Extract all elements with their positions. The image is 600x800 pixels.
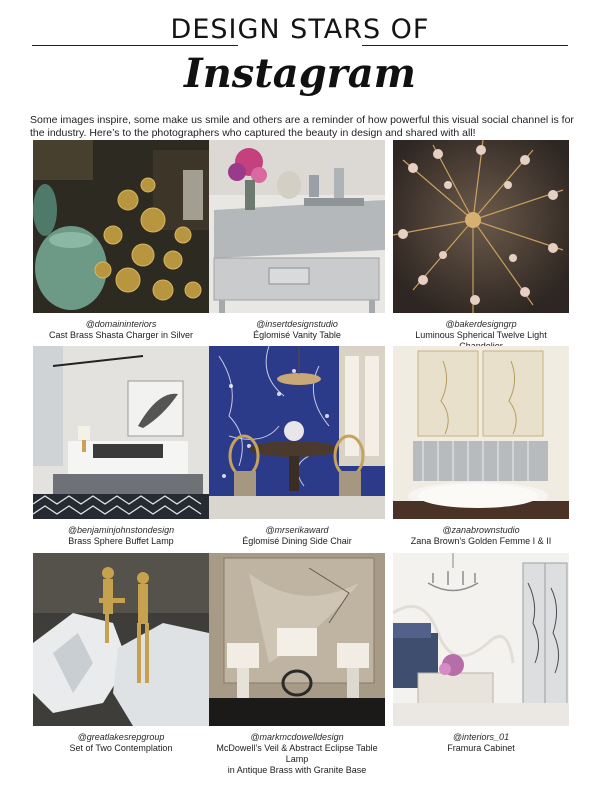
photo-table-lamps — [209, 553, 385, 726]
photo-handle: @insertdesignstudio — [256, 319, 338, 329]
grid-item-2 — [209, 140, 385, 341]
photo-golden-femme — [393, 346, 569, 519]
grid-item-6 — [393, 346, 569, 547]
photo-caption: Luminous Spherical Twelve Light — [415, 330, 547, 340]
photo-brass-charger — [33, 140, 209, 313]
photo-vanity-table — [209, 140, 385, 313]
photo-handle: @interiors_01 — [452, 732, 510, 742]
photo-handle: @markmcdowelldesign — [250, 732, 344, 742]
photo-framura-cabinet — [393, 553, 569, 726]
page-title-script: Instagram — [184, 50, 416, 97]
photo-caption-line2: in Antique Brass with Granite Base — [227, 765, 367, 775]
grid-item-4 — [33, 346, 209, 547]
photo-caption: Zana Brown’s Golden Femme I & II — [410, 536, 552, 546]
grid-item-5 — [209, 346, 385, 547]
photo-caption: Églomisé Vanity Table — [253, 330, 341, 340]
photo-contemplation — [33, 553, 209, 726]
photo-dining-room — [209, 346, 385, 519]
grid-item-8 — [209, 553, 385, 776]
page-title: DESIGN STARS OF — [170, 14, 430, 45]
photo-chandelier — [393, 140, 569, 313]
photo-bedroom-lamp — [33, 346, 209, 519]
photo-handle: @zanabrownstudio — [442, 525, 520, 535]
photo-handle: @greatlakesrepgroup — [77, 732, 165, 742]
photo-handle: @benjaminjohnstondesign — [67, 525, 175, 535]
title-rule-right — [362, 45, 568, 46]
photo-caption: Brass Sphere Buffet Lamp — [68, 536, 174, 546]
title-rule-left — [32, 45, 238, 46]
intro-paragraph: Some images inspire, some make us smile and others are a reminder of how powerful this visual social channel is for the industry. Here’s to the photographers who captured the beauty in design and shared with all! — [30, 114, 574, 139]
photo-caption: Set of Two Contemplation — [69, 743, 173, 753]
grid-item-1 — [33, 140, 209, 341]
photo-handle: @domaininteriors — [85, 319, 157, 329]
photo-caption: McDowell’s Veil & Abstract Eclipse Table Lamp — [216, 743, 378, 764]
photo-caption: Églomisé Dining Side Chair — [242, 536, 352, 546]
grid-item-9 — [393, 553, 569, 754]
photo-caption: Framura Cabinet — [447, 743, 515, 753]
photo-caption: Cast Brass Shasta Charger in Silver — [48, 330, 194, 340]
grid-item-3 — [393, 140, 569, 352]
photo-handle: @bakerdesigngrp — [445, 319, 517, 329]
photo-handle: @mrserikaward — [265, 525, 329, 535]
grid-item-7 — [33, 553, 209, 754]
